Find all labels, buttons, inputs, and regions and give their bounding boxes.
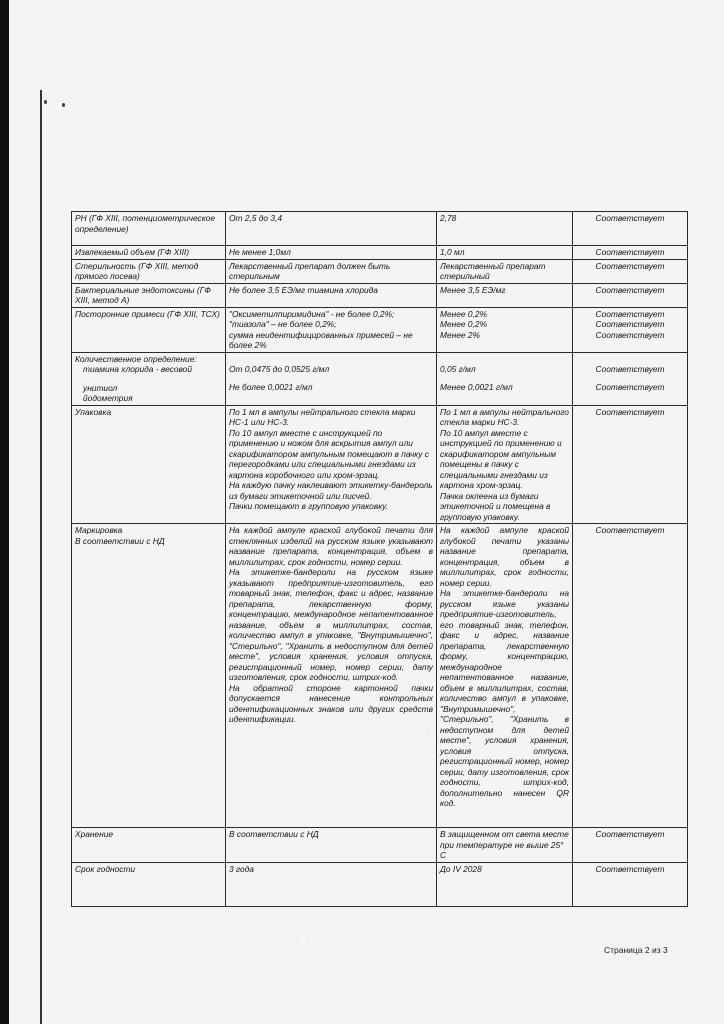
row-value: В защищенном от света месте при температуре не выше 25° С	[437, 828, 573, 863]
row-norm: "Оксиметилпиримидина" - не более 0,2%; "тиазола" – не более 0,2%; сумма неидентифицированных примесей – не более 2%	[226, 307, 437, 352]
result-unithiol: Соответствует	[595, 382, 665, 392]
row-value: 2,78	[437, 212, 573, 246]
scan-speck	[62, 103, 65, 107]
table-row	[72, 246, 688, 260]
value-unithiol: Менее 0,0021 г/мл	[440, 382, 513, 392]
row-norm: На каждой ампуле краской глубокой печати для стеклянных изделий на русском языке указывают название препарата, концентрация, объем в миллилитрах, срок годности, номер серии. На этикетке-бандероли на русском языке указывают предприятие-изготовитель, его товарный знак, телефон, факс и адрес, название препарата, лекарственную форму, концентрацию, международное непатентованное название, объем в миллилитрах, состав, количество ампул в упаковке, "Внутримышечно", "Стерильно", "Хранить в недоступном для детей месте", условия хранения, условия отпуска, регистрационный номер, номер серии, дату изготовления, срок годности, штрих-код. На обратной стороне картонной пачки допускается нанесение контрольных идентификационных знаков или других средств идентификации.	[226, 524, 437, 828]
row-param: Упаковка	[72, 405, 226, 524]
row-norm: Не более 3,5 ЕЭ/мг тиамина хлорида	[226, 283, 437, 307]
scan-left-edge	[0, 0, 9, 1024]
row-result: Соответствует	[573, 259, 688, 283]
table-row	[72, 283, 688, 307]
row-value: Менее 0,2% Менее 0,2% Менее 2%	[437, 307, 573, 352]
row-value: Менее 3,5 ЕЭ/мг	[437, 283, 573, 307]
row-value: По 1 мл в ампулы нейтрального стекла марки НС-3. По 10 ампул вместе с инструкцией по применению и скарификатором ампульным помещены в пачку с специальными гнездами из картона хром-эрзац. Пачка оклеена из бумаги этикеточной и помещена в групповую упаковку.	[437, 405, 573, 524]
scan-speck	[44, 100, 47, 104]
quant-thiamine: тиамина хлорида - весовой	[83, 364, 192, 374]
table-row	[72, 307, 688, 352]
row-result: Соответствует	[573, 212, 688, 246]
row-norm: Не менее 1,0мл	[226, 246, 437, 260]
table-row	[72, 828, 688, 863]
row-value	[437, 352, 573, 405]
row-param: Извлекаемый объем (ГФ XIII)	[72, 246, 226, 260]
table-row	[72, 862, 688, 906]
table-row	[72, 352, 688, 405]
scan-binding-line	[40, 90, 42, 1024]
row-norm: 3 года	[226, 862, 437, 906]
table-row	[72, 212, 688, 246]
row-norm	[226, 352, 437, 405]
value-thiamine: 0,05 г/мл	[440, 363, 476, 374]
page-number: Страница 2 из 3	[604, 945, 668, 955]
row-result: Соответствует	[573, 283, 688, 307]
row-value: До IV 2028	[437, 862, 573, 906]
table-row	[72, 405, 688, 524]
row-norm: От 2,5 до 3,4	[226, 212, 437, 246]
scan-noise: · · · ·	[296, 936, 333, 943]
row-result: Соответствует	[573, 524, 688, 828]
row-param: Стерильность (ГФ XIII, метод прямого посева)	[72, 259, 226, 283]
row-result: Соответствует	[573, 828, 688, 863]
row-norm: Лекарственный препарат должен быть стерильным	[226, 259, 437, 283]
row-param: Бактериальные эндотоксины (ГФ XIII, метод А)	[72, 283, 226, 307]
row-param: Посторонние примеси (ГФ XIII, ТСХ)	[72, 307, 226, 352]
row-value: Лекарственный препарат стерильный	[437, 259, 573, 283]
row-result: Соответствует	[573, 246, 688, 260]
table-row	[72, 259, 688, 283]
quant-title: Количественное определение:	[75, 353, 197, 364]
row-norm: По 1 мл в ампулы нейтрального стекла марки НС-1 или НС-3. По 10 ампул вместе с инструкцией по применению и ножом для вскрытия ампул или скарификатором ампульным помещают в пачку с перегородками или специальными гнездами из картона коробочного или хром-эрзац. На каждую пачку наклеивают этикетку-бандероль из бумаги этикеточной или писчей. Пачки помещают в групповую упаковку.	[226, 405, 437, 524]
row-param: PH (ГФ XIII, потенциометрическое определение)	[72, 212, 226, 246]
row-param: Маркировка В соответствии с НД	[72, 524, 226, 828]
table-row	[72, 524, 688, 828]
norm-unithiol: Не более 0,0021 г/мл	[229, 382, 313, 392]
row-param	[72, 352, 226, 405]
row-norm: В соответствии с НД	[226, 828, 437, 863]
quant-method: йодометрия	[83, 393, 133, 403]
row-result: Соответствует	[573, 862, 688, 906]
row-value: 1,0 мл	[437, 246, 573, 260]
row-result: Соответствует Соответствует Соответствует	[573, 307, 688, 352]
row-param: Срок годности	[72, 862, 226, 906]
row-result: Соответствует	[573, 405, 688, 524]
analysis-results-table	[71, 211, 688, 907]
norm-thiamine: От 0,0475 до 0,0525 г/мл	[229, 363, 330, 374]
row-result	[573, 352, 688, 405]
row-value: На каждой ампуле краской глубокой печати указаны название препарата, концентрация, объем в миллилитрах, срок годности, номер серии. На этикетке-бандероли на русском языке указаны предприятие-изготовитель, его товарный знак, телефон, факс и адрес, название препарата, лекарственную форму, концентрацию, международное непатентованное название, объем в миллилитрах, состав, количество ампул в упаковке, "Внутримышечно", "Стерильно", "Хранить в недоступном для детей месте", условия хранения, условия отпуска, регистрационный номер, номер серии, дату изготовления, срок годности, штрих-код, дополнительно нанесен QR код.	[437, 524, 573, 828]
scan-noise: ` .	[426, 734, 442, 741]
quant-unithiol: унитиол	[83, 382, 118, 393]
result-thiamine: Соответствует	[595, 363, 665, 374]
row-param: Хранение	[72, 828, 226, 863]
